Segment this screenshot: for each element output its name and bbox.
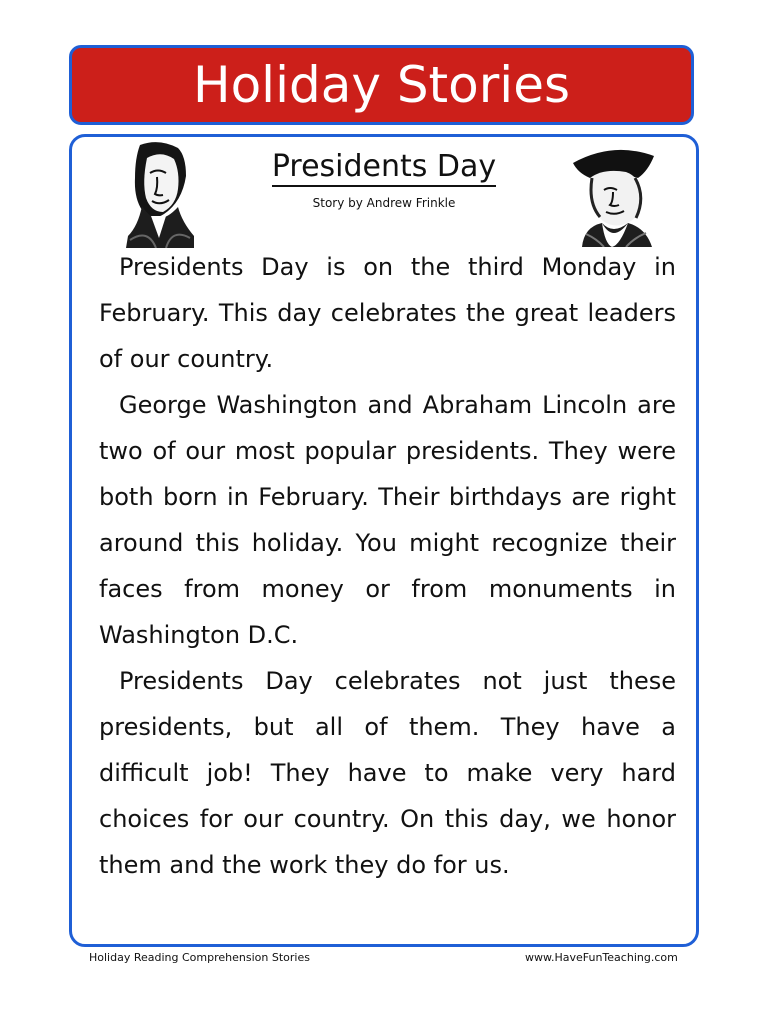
story-title — [0, 150, 768, 185]
story-paragraph: George Washington and Abraham Lincoln are two of our most popular presidents. They were both born in February. Their birthdays are right around this holiday. You might recognize their faces from money or from monuments in Washington D.C. — [99, 391, 676, 649]
title-banner — [69, 45, 694, 125]
story-paragraph: Presidents Day celebrates not just these presidents, but all of them. They have a difficult job! They have to make very hard choices for our country. On this day, we honor them and the work they do for us. — [99, 667, 676, 879]
story-body — [99, 244, 676, 888]
footer-right-text: www.HaveFunTeaching.com — [525, 951, 678, 964]
story-byline: Story by Andrew Frinkle — [312, 196, 456, 210]
footer-left-text: Holiday Reading Comprehension Stories — [89, 951, 310, 964]
story-paragraph: Presidents Day is on the third Monday in February. This day celebrates the great leaders of our country. — [99, 253, 676, 373]
story-title-text: Presidents Day — [272, 149, 496, 187]
page-title: Holiday Stories — [192, 56, 571, 114]
